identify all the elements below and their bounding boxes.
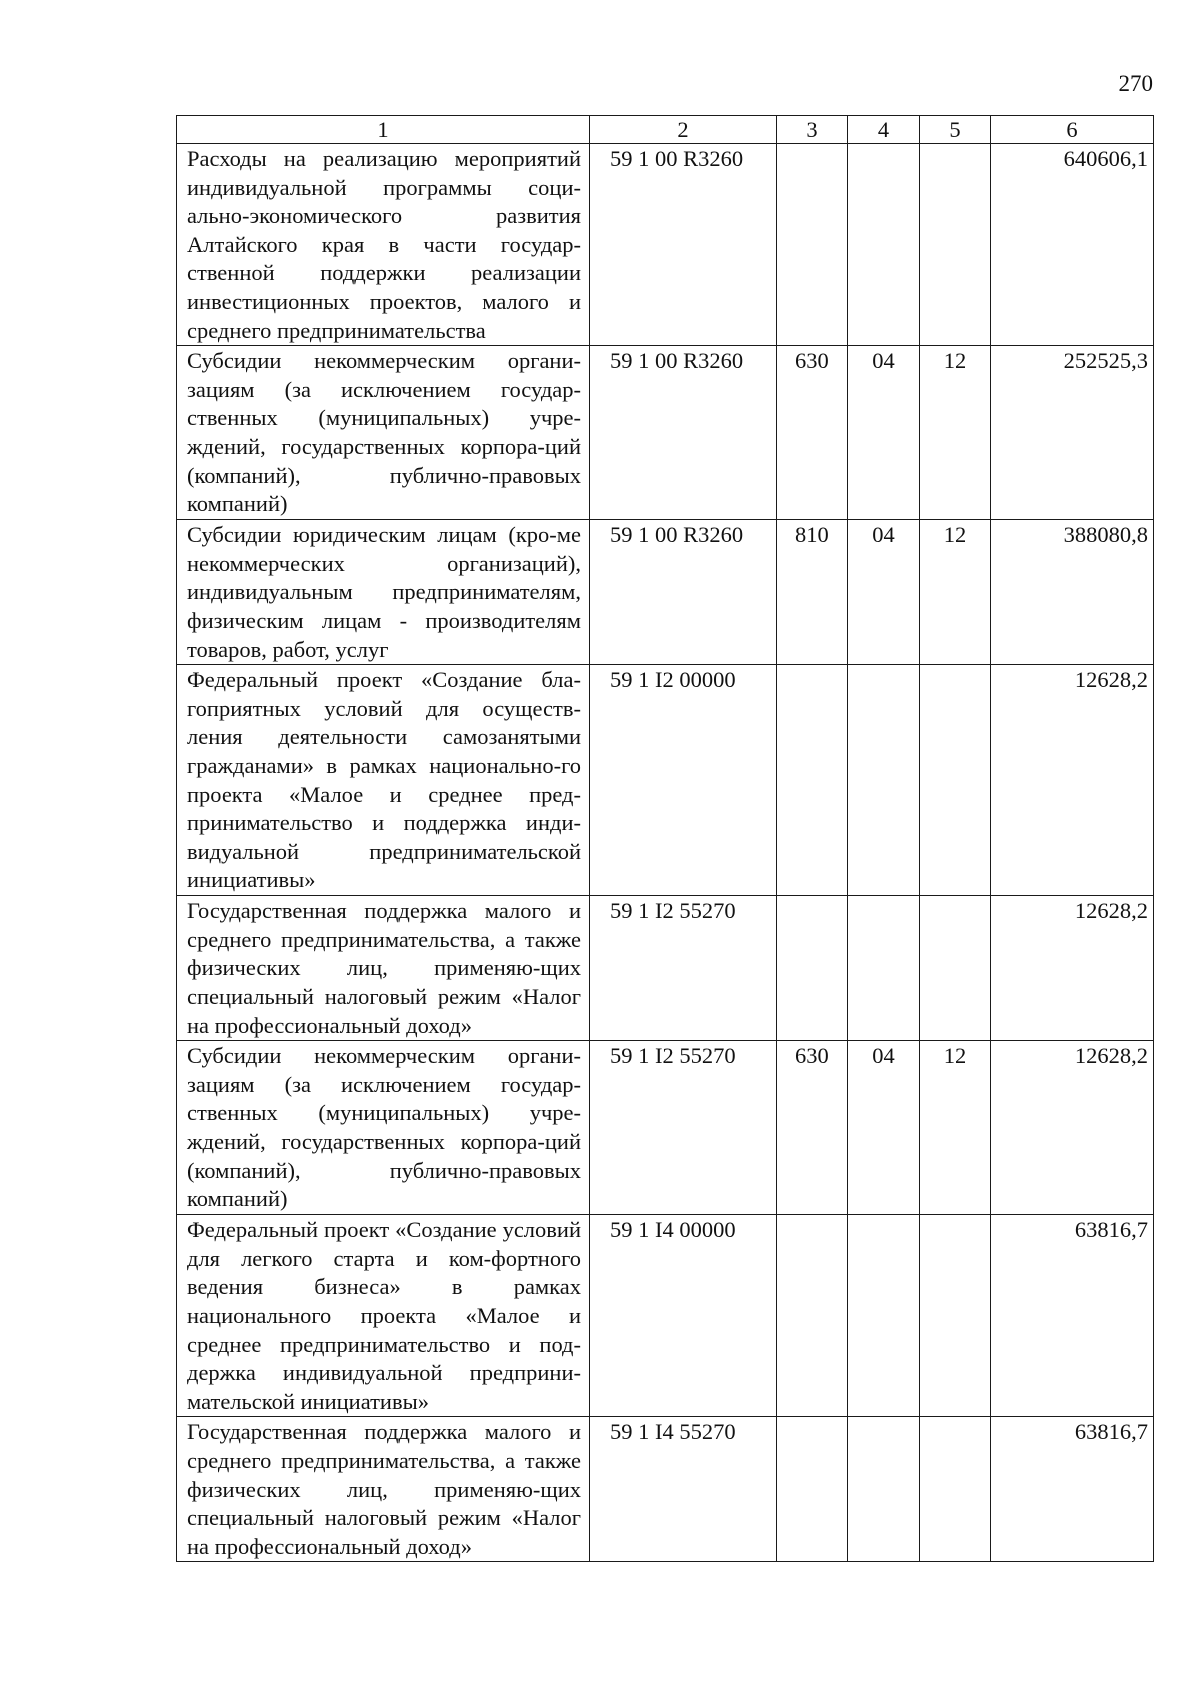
table-row xyxy=(177,1215,1154,1417)
header-col-6: 6 xyxy=(991,116,1154,144)
row-amount: 388080,8 xyxy=(991,520,1154,665)
row-expense-type: 630 xyxy=(777,1041,848,1215)
row-amount: 12628,2 xyxy=(991,1041,1154,1215)
row-section: 04 xyxy=(848,1041,920,1215)
page-number: 270 xyxy=(1118,71,1153,96)
row-amount: 12628,2 xyxy=(991,896,1154,1041)
row-amount: 63816,7 xyxy=(991,1215,1154,1417)
header-col-5: 5 xyxy=(920,116,991,144)
row-section xyxy=(848,665,920,896)
row-amount: 252525,3 xyxy=(991,346,1154,520)
header-col-3: 3 xyxy=(777,116,848,144)
header-row xyxy=(177,116,1154,144)
row-name: Субсидии юридическим лицам (кро-ме некоммерческих организаций), индивидуальным предпринимателям, физическим лицам - производителям товаров, работ, услуг xyxy=(177,520,590,665)
header-col-1: 1 xyxy=(177,116,590,144)
table-body xyxy=(177,144,1154,1562)
row-section: 04 xyxy=(848,520,920,665)
row-code: 59 1 00 R3260 xyxy=(590,346,777,520)
row-section: 04 xyxy=(848,346,920,520)
row-section xyxy=(848,1417,920,1562)
row-expense-type xyxy=(777,1215,848,1417)
row-subsection xyxy=(920,1417,991,1562)
table-row xyxy=(177,1417,1154,1562)
row-name: Расходы на реализацию мероприятий индивидуальной программы соци-ально-экономического развития Алтайского края в части государ-ственной поддержки реализации инвестиционных проектов, малого и среднего предпринимательства xyxy=(177,144,590,346)
row-code: 59 1 I2 55270 xyxy=(590,896,777,1041)
row-code: 59 1 00 R3260 xyxy=(590,144,777,346)
row-name: Государственная поддержка малого и среднего предпринимательства, а также физических лиц, применяю-щих специальный налоговый режим «Налог на профессиональный доход» xyxy=(177,896,590,1041)
row-expense-type xyxy=(777,896,848,1041)
header-col-4: 4 xyxy=(848,116,920,144)
row-name: Федеральный проект «Создание бла-гоприятных условий для осуществ-ления деятельности самозанятыми гражданами» в рамках национально-го проекта «Малое и среднее пред-принимательство и поддержка инди-видуальной предпринимательской инициативы» xyxy=(177,665,590,896)
row-section xyxy=(848,144,920,346)
row-expense-type: 810 xyxy=(777,520,848,665)
row-section xyxy=(848,896,920,1041)
row-expense-type xyxy=(777,665,848,896)
row-amount: 12628,2 xyxy=(991,665,1154,896)
row-code: 59 1 I4 55270 xyxy=(590,1417,777,1562)
table-row xyxy=(177,665,1154,896)
row-name: Субсидии некоммерческим органи-зациям (за исключением государ-ственных (муниципальных) учре-ждений, государственных корпора-ций (компаний), публично-правовых компаний) xyxy=(177,1041,590,1215)
table-row xyxy=(177,520,1154,665)
row-expense-type: 630 xyxy=(777,346,848,520)
table-row xyxy=(177,346,1154,520)
row-amount: 640606,1 xyxy=(991,144,1154,346)
row-subsection xyxy=(920,1215,991,1417)
header-col-2: 2 xyxy=(590,116,777,144)
row-code: 59 1 I2 55270 xyxy=(590,1041,777,1215)
row-expense-type xyxy=(777,144,848,346)
row-subsection xyxy=(920,896,991,1041)
row-subsection: 12 xyxy=(920,520,991,665)
table-row xyxy=(177,144,1154,346)
budget-table xyxy=(176,115,1154,1562)
table-row xyxy=(177,1041,1154,1215)
row-code: 59 1 00 R3260 xyxy=(590,520,777,665)
row-subsection xyxy=(920,665,991,896)
row-name: Субсидии некоммерческим органи-зациям (за исключением государ-ственных (муниципальных) учре-ждений, государственных корпора-ций (компаний), публично-правовых компаний) xyxy=(177,346,590,520)
row-amount: 63816,7 xyxy=(991,1417,1154,1562)
table-row xyxy=(177,896,1154,1041)
row-subsection: 12 xyxy=(920,346,991,520)
table-header xyxy=(177,116,1154,144)
row-subsection: 12 xyxy=(920,1041,991,1215)
row-name: Федеральный проект «Создание условий для легкого старта и ком-фортного ведения бизнеса» в рамках национального проекта «Малое и среднее предпринимательство и под-держка индивидуальной предприни-мательской инициативы» xyxy=(177,1215,590,1417)
row-code: 59 1 I4 00000 xyxy=(590,1215,777,1417)
row-subsection xyxy=(920,144,991,346)
row-expense-type xyxy=(777,1417,848,1562)
row-name: Государственная поддержка малого и среднего предпринимательства, а также физических лиц, применяю-щих специальный налоговый режим «Налог на профессиональный доход» xyxy=(177,1417,590,1562)
row-code: 59 1 I2 00000 xyxy=(590,665,777,896)
row-section xyxy=(848,1215,920,1417)
